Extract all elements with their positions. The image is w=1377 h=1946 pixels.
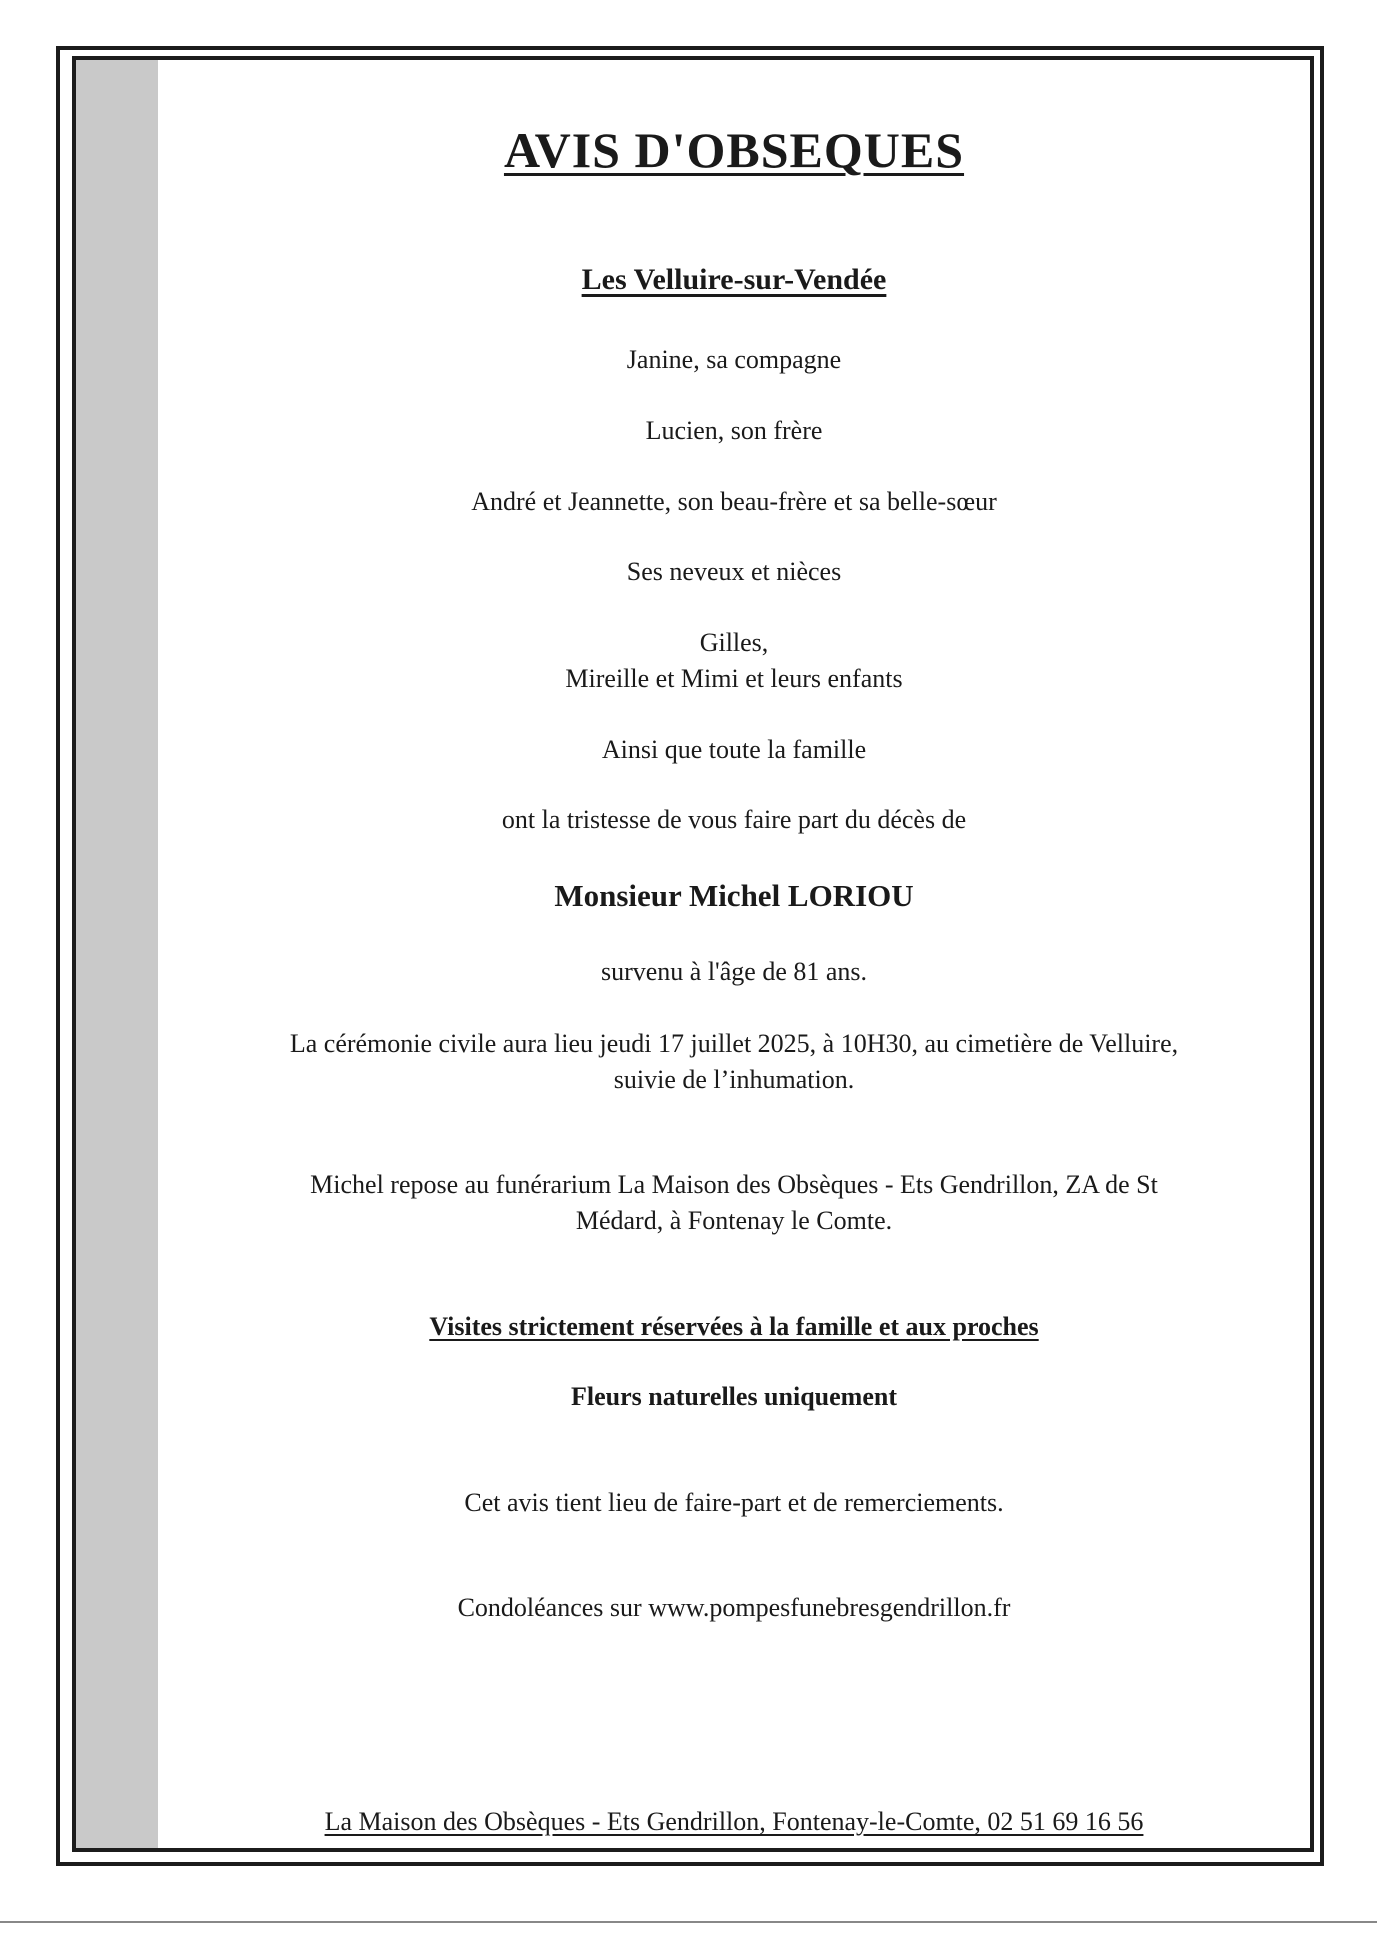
rest-line-1: Michel repose au funérarium La Maison des Obsèques - Ets Gendrillon, ZA de St xyxy=(310,1170,1158,1199)
age-text: survenu à l'âge de 81 ans. xyxy=(600,957,868,986)
flowers-notice: Fleurs naturelles uniquement xyxy=(571,1382,897,1411)
outer-border xyxy=(56,46,1324,1866)
family-line-3: André et Jeannette, son beau-frère et sa belle-sœur xyxy=(471,487,997,516)
notice-place: Les Velluire-sur-Vendée xyxy=(581,263,887,296)
rest-line-2: Médard, à Fontenay le Comte. xyxy=(575,1206,893,1235)
intro-text: ont la tristesse de vous faire part du décès de xyxy=(501,805,967,834)
deceased-name: Monsieur Michel LORIOU xyxy=(554,878,914,913)
family-line-5: Gilles, xyxy=(699,628,769,657)
ceremony-line-1: La cérémonie civile aura lieu jeudi 17 juillet 2025, à 10H30, au cimetière de Velluire, xyxy=(289,1029,1179,1058)
condolences-text: Condoléances sur www.pompesfunebresgendrillon.fr xyxy=(457,1593,1011,1622)
footer-contact: La Maison des Obsèques - Ets Gendrillon, Fontenay-le-Comte, 02 51 69 16 56 xyxy=(324,1807,1144,1836)
notice-body xyxy=(158,60,1310,1848)
closing-text: Cet avis tient lieu de faire-part et de remerciements. xyxy=(464,1488,1004,1517)
family-line-2: Lucien, son frère xyxy=(645,416,823,445)
page-bottom-rule xyxy=(0,1921,1377,1923)
visits-notice: Visites strictement réservées à la famille et aux proches xyxy=(429,1312,1039,1341)
ceremony-line-2: suivie de l’inhumation. xyxy=(613,1065,855,1094)
family-line-4: Ses neveux et nièces xyxy=(626,557,842,586)
inner-border xyxy=(72,56,1314,1852)
family-line-7: Ainsi que toute la famille xyxy=(601,735,867,764)
grey-side-band xyxy=(76,60,158,1848)
notice-title: AVIS D'OBSEQUES xyxy=(503,122,965,178)
family-line-6: Mireille et Mimi et leurs enfants xyxy=(565,664,903,693)
family-line-1: Janine, sa compagne xyxy=(626,345,842,374)
